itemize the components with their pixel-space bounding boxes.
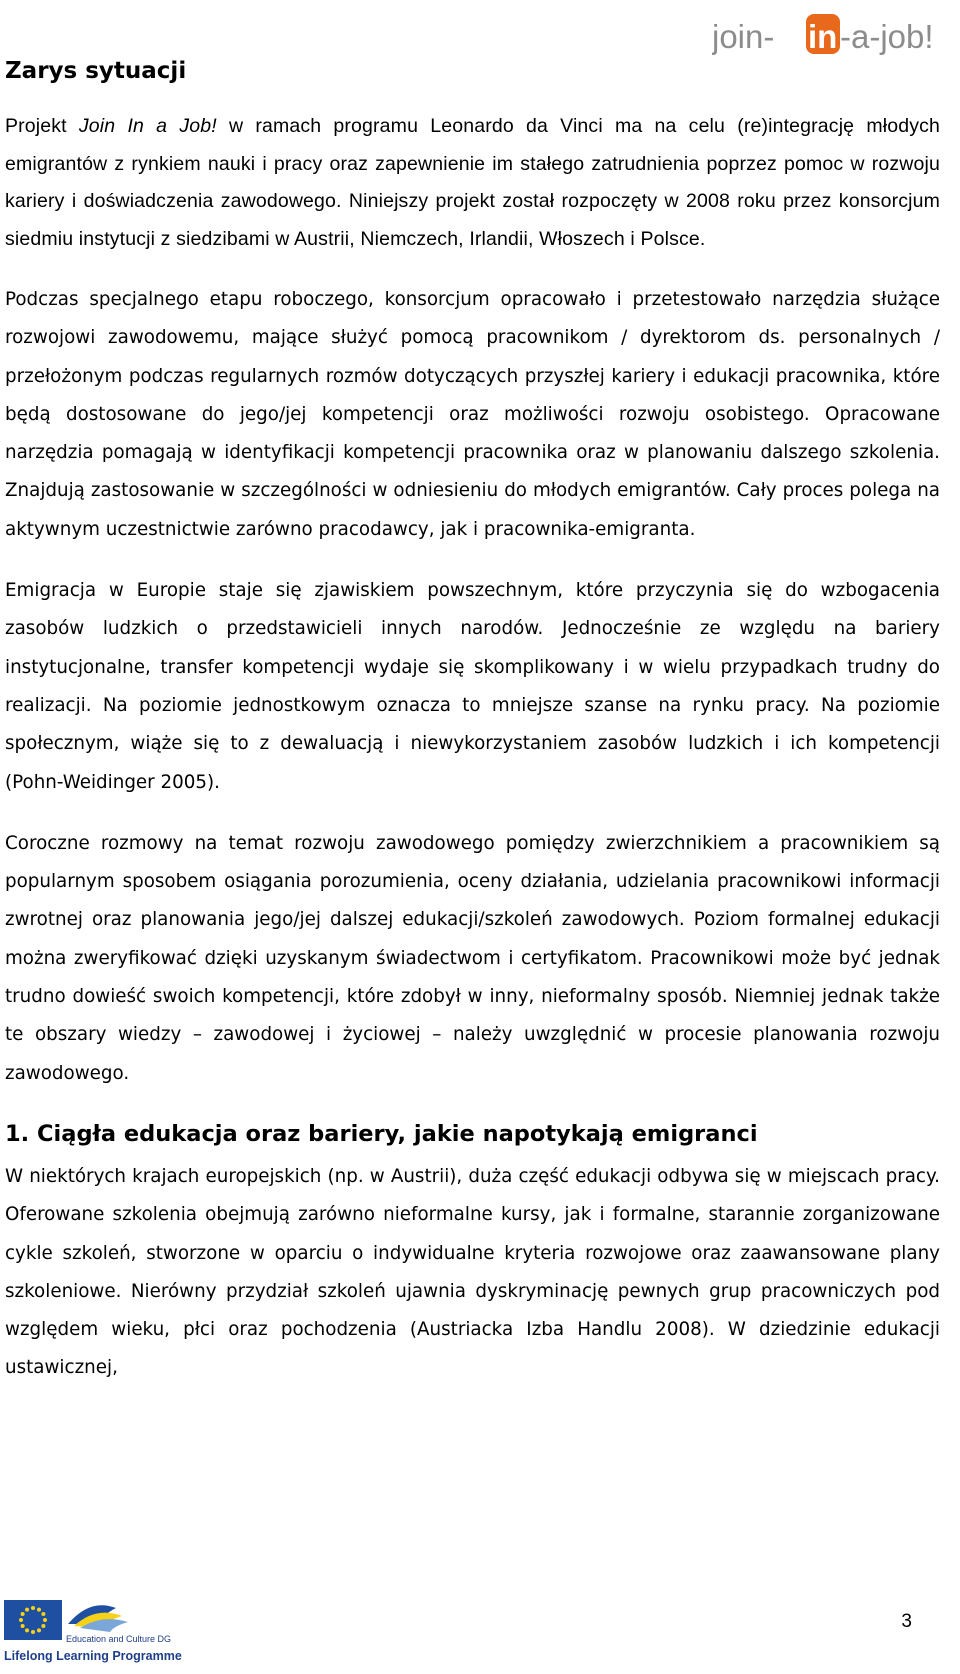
paragraph-annual-talks: Coroczne rozmowy na temat rozwoju zawodowego pomiędzy zwierzchnikiem a pracownikiem są popularnym sposobem osiągania porozumienia, oceny działania, udzielania pracownikowi informacji zwrotnej oraz planowania jego/jej dalszej edukacji/szkoleń zawodowych. Poziom formalnej edukacji można zweryfikować dzięki uzyskanym świadectwom i certyfikatom. Pracownikowi może być jednak trudno dowieść swoich kompetencji, które zdobył w inny, nieformalny sposób. Niemniej jednak także te obszary wiedzy – zawodowej i życiowej – należy uwzględnić w procesie planowania rozwoju zawodowego.	[5, 832, 940, 1084]
logo-graphic	[712, 10, 948, 66]
page-number: 3	[901, 1611, 912, 1632]
paragraph-intro-before: Projekt	[5, 115, 79, 137]
page-title: Zarys sytuacji	[5, 58, 187, 84]
logo-text-right: -a-job!	[840, 18, 934, 55]
paragraph-continuing-education: W niektórych krajach europejskich (np. w Austrii), duża część edukacji odbywa się w miejscach pracy. Oferowane szkolenia obejmują zarówno nieformalne kursy, jak i formalne, starannie zorganizowane cykle szkoleń, stworzone w oparciu o indywidualne kryteria rozwojowe oraz zaawansowane plany szkoleniowe. Nierówny przydział szkoleń ujawnia dyskryminację pewnych grup pracowniczych pod względem wieku, płci oraz pochodzenia (Austriacka Izba Handlu 2008). W dziedzinie edukacji ustawicznej,	[5, 1165, 940, 1379]
paragraph-emigration: Emigracja w Europie staje się zjawiskiem powszechnym, które przyczynia się do wzbogacenia zasobów ludzkich o przedstawicieli innych narodów. Jednocześnie ze względu na bariery instytucjonalne, transfer kompetencji wydaje się skomplikowany i w wielu przypadkach trudny do realizacji. Na poziomie jednostkowym oznacza to mniejsze szanse na rynku pracy. Na poziomie społecznym, wiąże się to z dewaluacją i niewykorzystaniem zasobów ludzkich i ich kompetencji (Pohn-Weidinger 2005).	[5, 580, 940, 793]
project-name-emphasis: Join In a Job!	[78, 115, 217, 137]
eu-caption: Education and Culture DG	[66, 1634, 172, 1644]
paragraph-work-stage: Podczas specjalnego etapu roboczego, konsorcjum opracowało i przetestowało narzędzia służące rozwojowi zawodowemu, mające służyć pomocą pracownikom / dyrektorom ds. personalnych / przełożonym podczas regularnych rozmów dotyczących przyszłej kariery i edukacji pracownika, które będą dostosowane do jego/jej kompetencji oraz możliwości rozwoju osobistego. Opracowane narzędzia pomagają w identyfikacji kompetencji pracownika oraz w planowaniu dalszego szkolenia. Znajdują zastosowanie w szczególności w odniesieniu do młodych emigrantów. Cały proces polega na aktywnym uczestnictwie zarówno pracodawcy, jak i pracownika-emigranta.	[5, 289, 940, 540]
paragraph-intro-after: w ramach programu Leonardo da Vinci ma na celu (re)integrację młodych emigrantów z rynkiem nauki i pracy oraz zapewnienie im stałego zatrudnienia poprzez pomoc w rozwoju kariery i doświadczenia zawodowego. Niniejszy projekt został rozpoczęty w 2008 roku przez konsorcjum siedmiu instytucji z siedzibami w Austrii, Niemczech, Irlandii, Włoszech i Polsce.	[5, 115, 940, 250]
logo-text-left: join-	[712, 18, 775, 55]
join-in-a-job-logo	[712, 10, 948, 66]
eu-logo-graphic	[4, 1594, 184, 1666]
paragraph-intro	[5, 108, 940, 258]
document-body	[5, 108, 940, 1411]
section-1-title: 1. Ciągła edukacja oraz bariery, jakie napotykają emigranci	[5, 1120, 758, 1147]
lifelong-learning-logo	[4, 1594, 184, 1666]
logo-text-mid: in	[808, 18, 838, 55]
education-culture-emblem-icon	[68, 1605, 128, 1632]
programme-name: Lifelong Learning Programme	[4, 1649, 182, 1663]
